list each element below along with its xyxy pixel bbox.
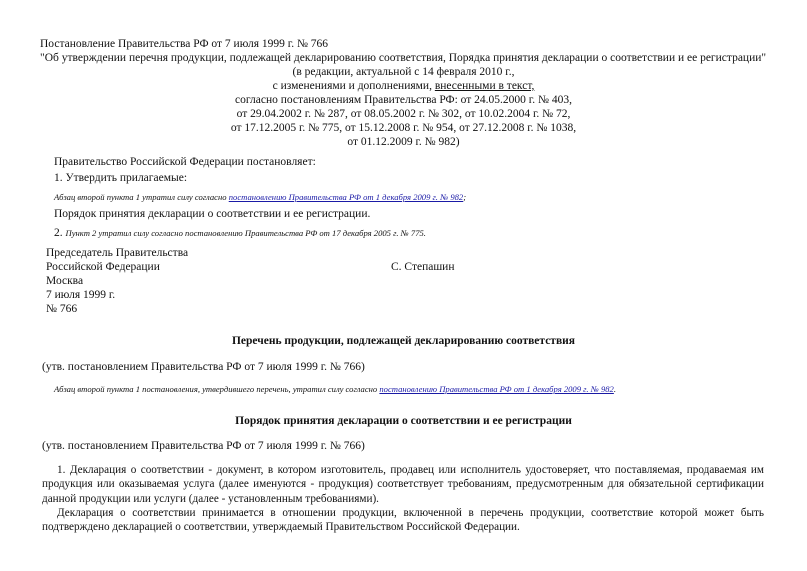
amendments-line: [0, 79, 807, 93]
amendments-link[interactable]: внесенными в текст,: [434, 80, 535, 92]
amendments-text: с изменениями и дополнениями,: [272, 80, 435, 92]
section-2-title: Порядок принятия декларации о соответствии и ее регистрации: [235, 415, 572, 427]
signature-city: Москва: [46, 275, 84, 287]
note-1-end: ;: [463, 192, 467, 202]
resolves-text: Правительство Российской Федерации постановляет:: [54, 156, 316, 168]
amendments-list-line-4: от 01.12.2009 г. № 982): [347, 136, 460, 148]
section-2-paragraph-1: [42, 463, 764, 506]
amendments-list-line-3: от 17.12.2005 г. № 775, от 15.12.2008 г. № 954, от 27.12.2008 г. № 1038,: [230, 122, 577, 134]
note-1: [54, 190, 466, 204]
item-2-number: 2.: [54, 227, 63, 239]
signature-number: № 766: [46, 303, 78, 315]
item-2-note: Пункт 2 утратил силу согласно постановлению Правительства РФ от 17 декабря 2005 г. № 775.: [65, 228, 426, 238]
section-1-approved: (утв. постановлением Правительства РФ от 7 июля 1999 г. № 766): [42, 361, 365, 373]
section-1-note: [54, 382, 616, 396]
signature-date: 7 июля 1999 г.: [46, 289, 116, 301]
document-title: Постановление Правительства РФ от 7 июля 1999 г. № 766: [40, 38, 329, 50]
edition-note: (в редакции, актуальной с 14 февраля 2010 г.,: [292, 66, 515, 78]
signatory-position-2: Российской Федерации: [46, 261, 160, 273]
item-1: 1. Утвердить прилагаемые:: [54, 172, 188, 184]
item-2: [54, 226, 426, 240]
section-1-note-link[interactable]: постановлению Правительства РФ от 1 декабря 2009 г. № 982: [379, 384, 614, 394]
order-item: Порядок принятия декларации о соответствии и ее регистрации.: [54, 208, 371, 220]
section-2-paragraph-2: [42, 506, 764, 535]
document-subtitle: "Об утверждении перечня продукции, подлежащей декларированию соответствия, Порядка принятия декларации о соответствии и ее регистрации": [40, 52, 767, 64]
signatory-name: С. Степашин: [391, 261, 455, 273]
section-2-approved: (утв. постановлением Правительства РФ от 7 июля 1999 г. № 766): [42, 440, 365, 452]
paragraph-2-text: Декларация о соответствии принимается в отношении продукции, включенной в перечень продукции, соответствие которой может быть подтверждено декларацией о соответствии, утверждаемый Правительством Российской Федерации.: [42, 507, 764, 534]
signatory-position-1: Председатель Правительства: [46, 247, 189, 259]
amendments-list-line-2: от 29.04.2002 г. № 287, от 08.05.2002 г. № 302, от 10.02.2004 г. № 72,: [236, 108, 571, 120]
paragraph-1-text: 1. Декларация о соответствии - документ, в котором изготовитель, продавец или исполнитель удостоверяет, что поставляемая, продаваемая им продукция или оказываемая услуга (далее именуются - продукция) соответствует требованиям, предусмотренным для обязательной сертификации данной продукции или услуги (далее - установленным требованиями).: [42, 464, 764, 505]
section-1-note-text: Абзац второй пункта 1 постановления, утвердившего перечень, утратил силу согласно: [54, 384, 380, 394]
note-1-link[interactable]: постановлению Правительства РФ от 1 декабря 2009 г. № 982: [228, 192, 464, 202]
note-1-text: Абзац второй пункта 1 утратил силу согласно: [54, 192, 229, 202]
amendments-list-line-1: согласно постановлениям Правительства РФ: от 24.05.2000 г. № 403,: [235, 94, 572, 106]
section-1-note-end: .: [613, 384, 617, 394]
section-1-title: Перечень продукции, подлежащей декларированию соответствия: [231, 335, 576, 347]
